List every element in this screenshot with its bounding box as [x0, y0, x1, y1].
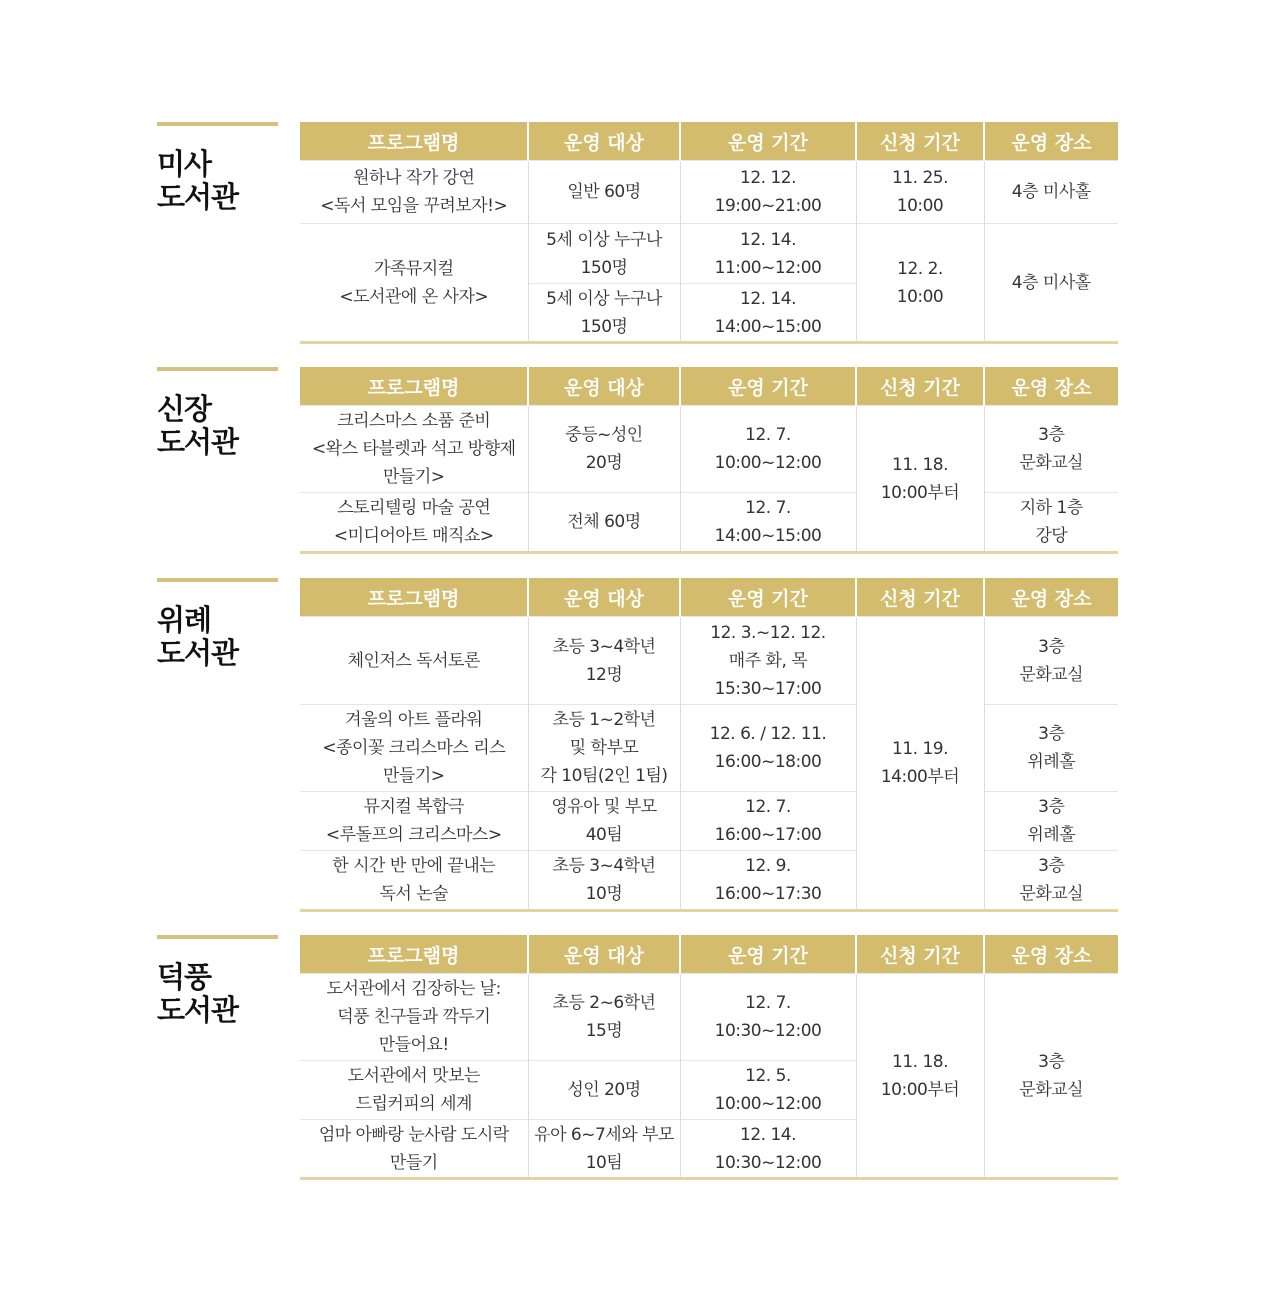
column-header: 신청 기간 [856, 935, 984, 974]
table-cell: 체인저스 독서토론 [300, 617, 528, 705]
table-cell: 12. 6. / 12. 11. 16:00~18:00 [680, 705, 856, 792]
table-cell: 영유아 및 부모 40팀 [528, 792, 680, 851]
table-cell: 초등 3~4학년 12명 [528, 617, 680, 705]
table-row [300, 617, 1118, 705]
table-cell: 스토리텔링 마술 공연 <미디어아트 매직쇼> [300, 493, 528, 553]
table-cell: 도서관에서 맛보는 드립커피의 세계 [300, 1061, 528, 1120]
table-cell: 12. 14. 10:30~12:00 [680, 1120, 856, 1179]
table-cell: 12. 3.~12. 12. 매주 화, 목 15:30~17:00 [680, 617, 856, 705]
table-header [300, 935, 1118, 974]
table-cell: 11. 18. 10:00부터 [856, 974, 984, 1179]
table-header [300, 367, 1118, 406]
table-row [300, 224, 1118, 284]
table-cell: 가족뮤지컬 <도서관에 온 사자> [300, 224, 528, 343]
table-cell: 3층 문화교실 [984, 974, 1118, 1179]
table-cell: 3층 문화교실 [984, 406, 1118, 493]
table-cell: 3층 문화교실 [984, 617, 1118, 705]
table-row [300, 851, 1118, 911]
column-header: 프로그램명 [300, 578, 528, 617]
library-name: 신장 도서관 [157, 392, 239, 459]
column-header: 프로그램명 [300, 367, 528, 406]
table-cell: 초등 3~4학년 10명 [528, 851, 680, 911]
table-cell: 5세 이상 누구나 150명 [528, 224, 680, 284]
column-header: 운영 장소 [984, 367, 1118, 406]
table-cell: 12. 14. 14:00~15:00 [680, 284, 856, 343]
column-header: 운영 기간 [680, 935, 856, 974]
table-cell: 11. 19. 14:00부터 [856, 617, 984, 911]
section-divider [157, 578, 278, 582]
table-row [300, 974, 1118, 1061]
column-header: 운영 기간 [680, 122, 856, 161]
column-header: 운영 대상 [528, 935, 680, 974]
column-header: 신청 기간 [856, 578, 984, 617]
table-row [300, 493, 1118, 553]
column-header: 신청 기간 [856, 122, 984, 161]
table-cell: 12. 14. 11:00~12:00 [680, 224, 856, 284]
column-header: 프로그램명 [300, 935, 528, 974]
column-header: 운영 장소 [984, 935, 1118, 974]
column-header: 운영 기간 [680, 367, 856, 406]
program-table [300, 122, 1118, 344]
table-cell: 엄마 아빠랑 눈사람 도시락 만들기 [300, 1120, 528, 1179]
table-cell: 12. 5. 10:00~12:00 [680, 1061, 856, 1120]
column-header: 운영 대상 [528, 578, 680, 617]
section-divider [157, 122, 278, 126]
table-cell: 뮤지컬 복합극 <루돌프의 크리스마스> [300, 792, 528, 851]
table-row [300, 792, 1118, 851]
table-cell: 중등~성인 20명 [528, 406, 680, 493]
table-cell: 12. 12. 19:00~21:00 [680, 161, 856, 224]
table-cell: 초등 2~6학년 15명 [528, 974, 680, 1061]
table-cell: 12. 7. 10:00~12:00 [680, 406, 856, 493]
table-cell: 4층 미사홀 [984, 161, 1118, 224]
program-table [300, 935, 1118, 1180]
table-cell: 겨울의 아트 플라워 <종이꽃 크리스마스 리스 만들기> [300, 705, 528, 792]
table-cell: 11. 25. 10:00 [856, 161, 984, 224]
column-header: 운영 대상 [528, 122, 680, 161]
library-name: 미사 도서관 [157, 147, 239, 214]
table-cell: 성인 20명 [528, 1061, 680, 1120]
table-cell: 한 시간 반 만에 끝내는 독서 논술 [300, 851, 528, 911]
table-row [300, 705, 1118, 792]
table-cell: 초등 1~2학년 및 학부모 각 10팀(2인 1팀) [528, 705, 680, 792]
table-header [300, 578, 1118, 617]
column-header: 운영 대상 [528, 367, 680, 406]
table-cell: 12. 2. 10:00 [856, 224, 984, 343]
table-cell: 3층 위례홀 [984, 792, 1118, 851]
table-cell: 11. 18. 10:00부터 [856, 406, 984, 553]
column-header: 신청 기간 [856, 367, 984, 406]
column-header: 프로그램명 [300, 122, 528, 161]
table-cell: 지하 1층 강당 [984, 493, 1118, 553]
section-divider [157, 935, 278, 939]
table-cell: 도서관에서 김장하는 날: 덕풍 친구들과 깍두기 만들어요! [300, 974, 528, 1061]
table-cell: 12. 7. 14:00~15:00 [680, 493, 856, 553]
program-table [300, 578, 1118, 912]
table-cell: 일반 60명 [528, 161, 680, 224]
table-cell: 4층 미사홀 [984, 224, 1118, 343]
table-cell: 5세 이상 누구나 150명 [528, 284, 680, 343]
library-name: 위례 도서관 [157, 603, 239, 670]
table-cell: 3층 문화교실 [984, 851, 1118, 911]
table-cell: 원하나 작가 강연 <독서 모임을 꾸려보자!> [300, 161, 528, 224]
table-cell: 3층 위례홀 [984, 705, 1118, 792]
column-header: 운영 기간 [680, 578, 856, 617]
table-cell: 12. 7. 10:30~12:00 [680, 974, 856, 1061]
column-header: 운영 장소 [984, 122, 1118, 161]
program-table [300, 367, 1118, 554]
table-header [300, 122, 1118, 161]
table-cell: 크리스마스 소품 준비 <왁스 타블렛과 석고 방향제 만들기> [300, 406, 528, 493]
section-divider [157, 367, 278, 371]
table-row [300, 161, 1118, 224]
library-name: 덕풍 도서관 [157, 960, 239, 1027]
table-cell: 12. 9. 16:00~17:30 [680, 851, 856, 911]
table-cell: 12. 7. 16:00~17:00 [680, 792, 856, 851]
table-cell: 유아 6~7세와 부모 10팀 [528, 1120, 680, 1179]
table-row [300, 406, 1118, 493]
table-cell: 전체 60명 [528, 493, 680, 553]
column-header: 운영 장소 [984, 578, 1118, 617]
